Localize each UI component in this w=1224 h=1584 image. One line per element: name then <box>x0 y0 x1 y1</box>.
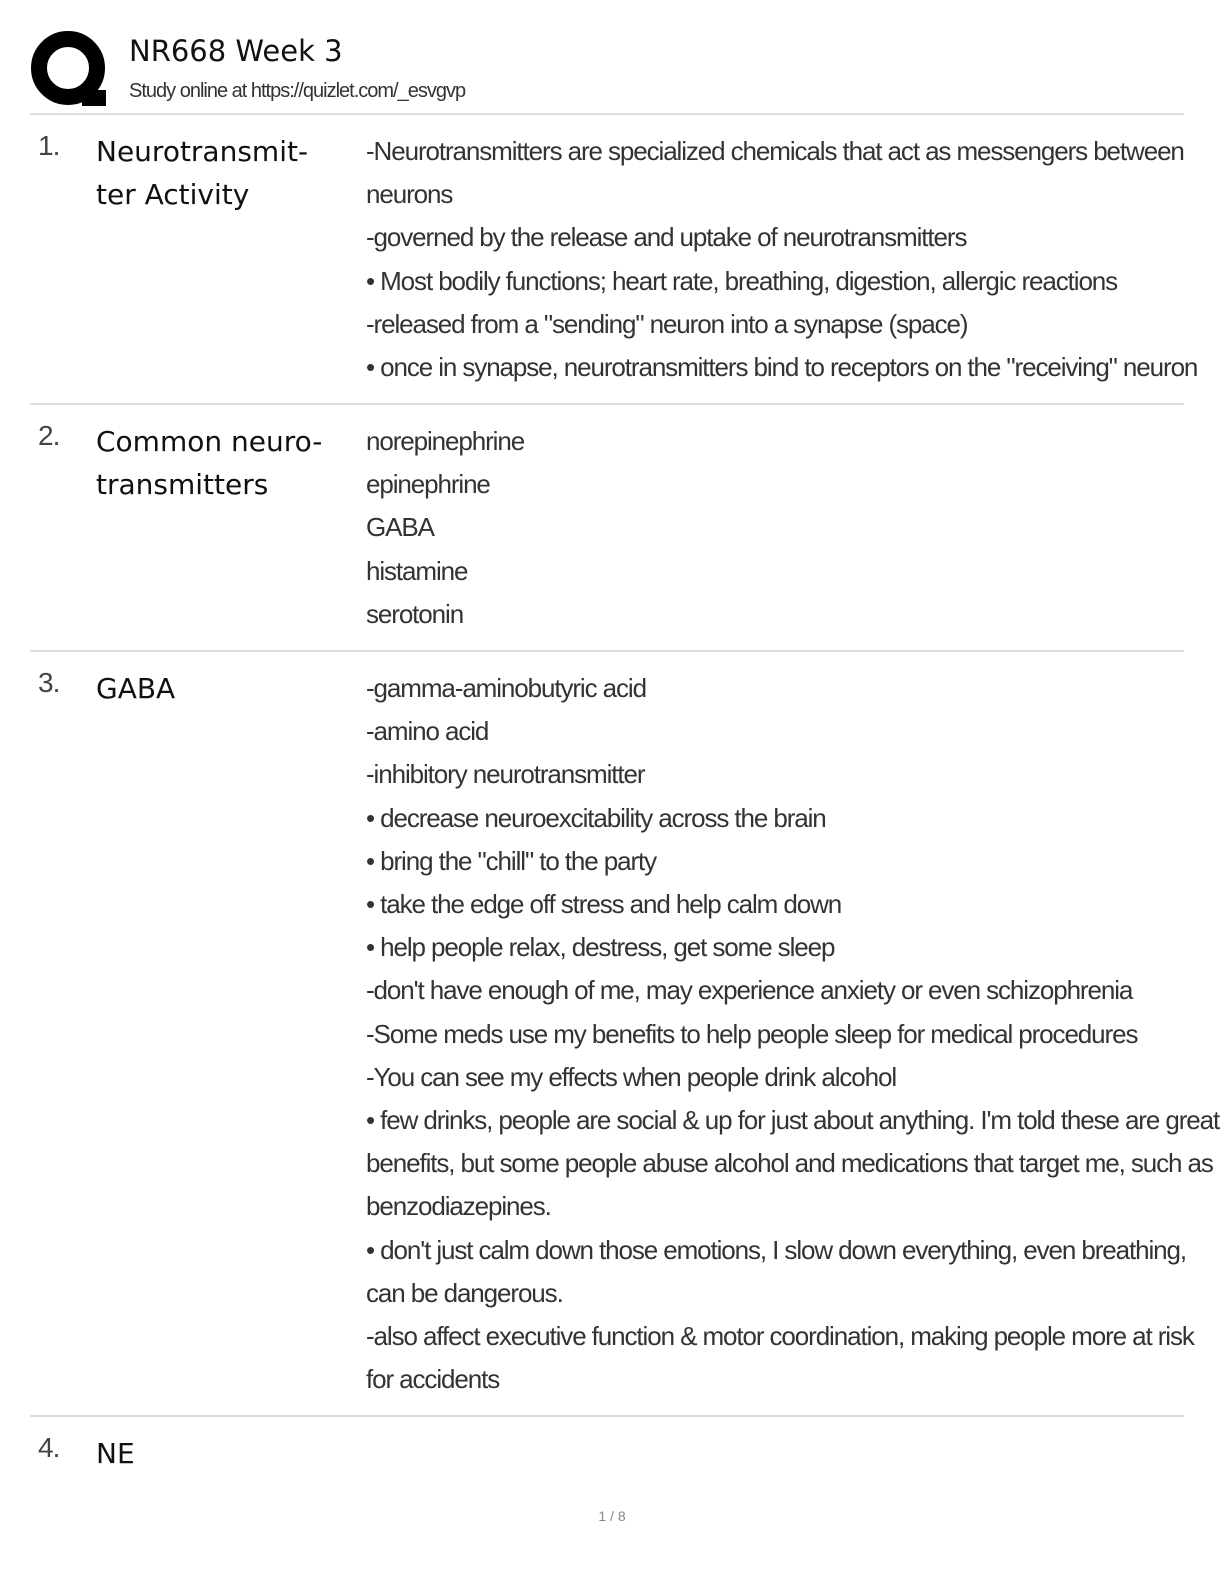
definition-line: -also affect executive function & motor coordination, making people more at risk <box>366 1321 1194 1352</box>
definition-line: -governed by the release and uptake of neurotransmitters <box>366 222 967 253</box>
term-line: NE <box>96 1437 135 1470</box>
definition-line: serotonin <box>366 598 464 629</box>
definition-line: • bring the "chill" to the party <box>366 845 657 876</box>
term-line: ter Activity <box>96 178 250 211</box>
definition-line: -amino acid <box>366 716 489 747</box>
definition-line: • Most bodily functions; heart rate, breathing, digestion, allergic reactions <box>366 265 1118 296</box>
card-term <box>96 130 346 216</box>
definition-line: • help people relax, destress, get some sleep <box>366 932 835 963</box>
card-definition <box>366 420 1186 636</box>
divider <box>30 113 1184 115</box>
definition-line: epinephrine <box>366 469 490 500</box>
definition-line: benzodiazepines. <box>366 1191 551 1222</box>
definition-line: • once in synapse, neurotransmitters bind to receptors on the "receiving" neuron <box>366 352 1198 383</box>
definition-line: neurons <box>366 179 453 210</box>
definition-line: -inhibitory neurotransmitter <box>366 759 645 790</box>
card-number: 4. <box>38 1432 60 1463</box>
card-definition <box>366 667 1220 1401</box>
definition-line: norepinephrine <box>366 426 525 456</box>
study-link[interactable]: Study online at https://quizlet.com/_esvgvp <box>129 80 466 102</box>
term-line: Neurotransmit- <box>96 135 309 168</box>
card-term <box>96 420 346 506</box>
definition-line: can be dangerous. <box>366 1277 563 1308</box>
card-definition <box>366 130 1198 389</box>
definition-line: -don't have enough of me, may experience anxiety or even schizophrenia <box>366 975 1133 1006</box>
card-term <box>96 1432 346 1475</box>
definition-line: • don't just calm down those emotions, I slow down everything, even breathing, <box>366 1234 1186 1265</box>
definition-line: -You can see my effects when people drink alcohol <box>366 1061 897 1092</box>
quizlet-logo-icon <box>30 30 110 110</box>
definition-line: -released from a "sending" neuron into a synapse (space) <box>366 308 968 339</box>
card-term <box>96 667 346 710</box>
term-line: Common neuro- <box>96 425 323 458</box>
definition-line: for accidents <box>366 1364 500 1395</box>
definition-line: -gamma-aminobutyric acid <box>366 673 646 703</box>
definition-line: • few drinks, people are social & up for just about anything. I'm told these are great <box>366 1105 1220 1136</box>
card-number: 2. <box>38 420 60 451</box>
document-title: NR668 Week 3 <box>129 34 343 68</box>
definition-line: • decrease neuroexcitability across the brain <box>366 802 826 833</box>
card-number: 3. <box>38 667 60 698</box>
definition-line: benefits, but some people abuse alcohol and medications that target me, such as <box>366 1148 1213 1179</box>
divider <box>30 1415 1184 1417</box>
divider <box>30 403 1184 405</box>
page-number: 1 / 8 <box>598 1508 626 1524</box>
definition-line: • take the edge off stress and help calm down <box>366 889 842 920</box>
card-number: 1. <box>38 130 60 161</box>
definition-line: -Some meds use my benefits to help people sleep for medical procedures <box>366 1018 1138 1049</box>
divider <box>30 650 1184 652</box>
definition-line: -Neurotransmitters are specialized chemicals that act as messengers between <box>366 136 1184 166</box>
definition-line: GABA <box>366 512 434 543</box>
term-line: GABA <box>96 672 176 705</box>
term-line: transmitters <box>96 468 269 501</box>
definition-line: histamine <box>366 555 468 586</box>
